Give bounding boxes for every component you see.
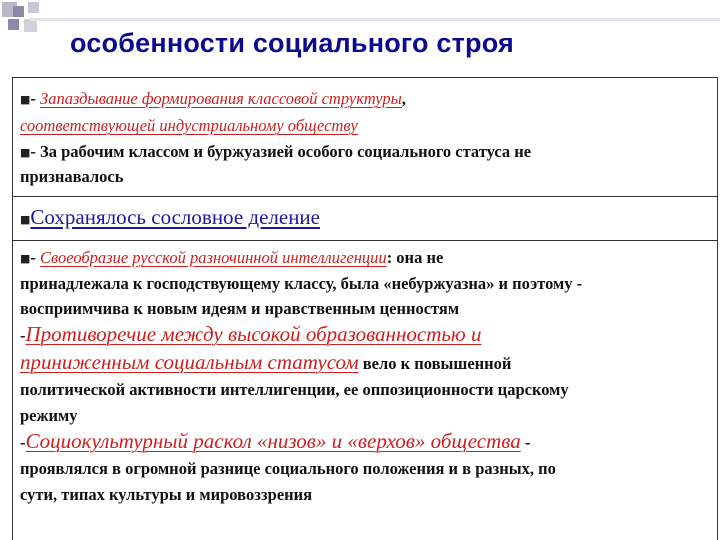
text-line: проявлялся в огромной разнице социального положения и в разных, по — [20, 459, 556, 478]
highlight-low-status: приниженным социальным статусом — [20, 350, 359, 374]
paragraph-class-structure — [20, 86, 710, 139]
content-box — [12, 77, 718, 540]
highlight-industrial-society: соответствующей индустриальному обществу — [20, 116, 358, 135]
highlight-class-structure: Запаздывание формирования классовой структуры — [40, 89, 402, 108]
text-line: сути, типах культуры и мировоззрения — [20, 485, 313, 504]
paragraph-contradiction — [20, 321, 710, 429]
heading-estate-division: Сохранялось сословное деление — [30, 205, 320, 229]
text-line: политической активности интеллигенции, ее оппозиционности царскому — [20, 380, 569, 399]
dash: - — [30, 89, 41, 108]
highlight-sociocultural-split: Социокультурный раскол «низов» и «верхов» общества — [25, 429, 521, 453]
text-line: восприимчива к новым идеям и нравственным ценностям — [20, 299, 460, 318]
slide-title: особенности социального строя — [70, 28, 515, 58]
text-line: режиму — [20, 406, 78, 425]
text-line: - За рабочим классом и буржуазией особого социального статуса не — [30, 142, 532, 161]
dash: - — [30, 248, 41, 267]
divider — [13, 240, 717, 241]
bullet-square-icon: ■ — [20, 252, 31, 265]
divider — [13, 196, 717, 197]
paragraph-intelligentsia — [20, 245, 710, 321]
paragraph-sociocultural-split — [20, 428, 710, 508]
bullet-square-icon: ■ — [20, 146, 31, 159]
bullet-square-icon: ■ — [20, 93, 31, 106]
text-tail: : она не — [386, 248, 444, 267]
paragraph-estate-division — [20, 204, 710, 233]
comma: , — [401, 89, 406, 108]
text-tail: - — [520, 433, 531, 452]
text-line: признавалось — [20, 167, 124, 186]
text-line: принадлежала к господствующему классу, была «небуржуазна» и поэтому - — [20, 274, 583, 293]
paragraph-social-status — [20, 140, 710, 189]
text-tail: вело к повышенной — [358, 354, 512, 373]
highlight-intelligentsia: Своеобразие русской разночинной интеллигенции — [40, 248, 387, 267]
dash: - — [20, 433, 26, 452]
highlight-contradiction: Противоречие между высокой образованностью и — [25, 322, 482, 346]
bullet-square-icon: ■ — [20, 213, 31, 226]
dash: - — [20, 326, 26, 345]
